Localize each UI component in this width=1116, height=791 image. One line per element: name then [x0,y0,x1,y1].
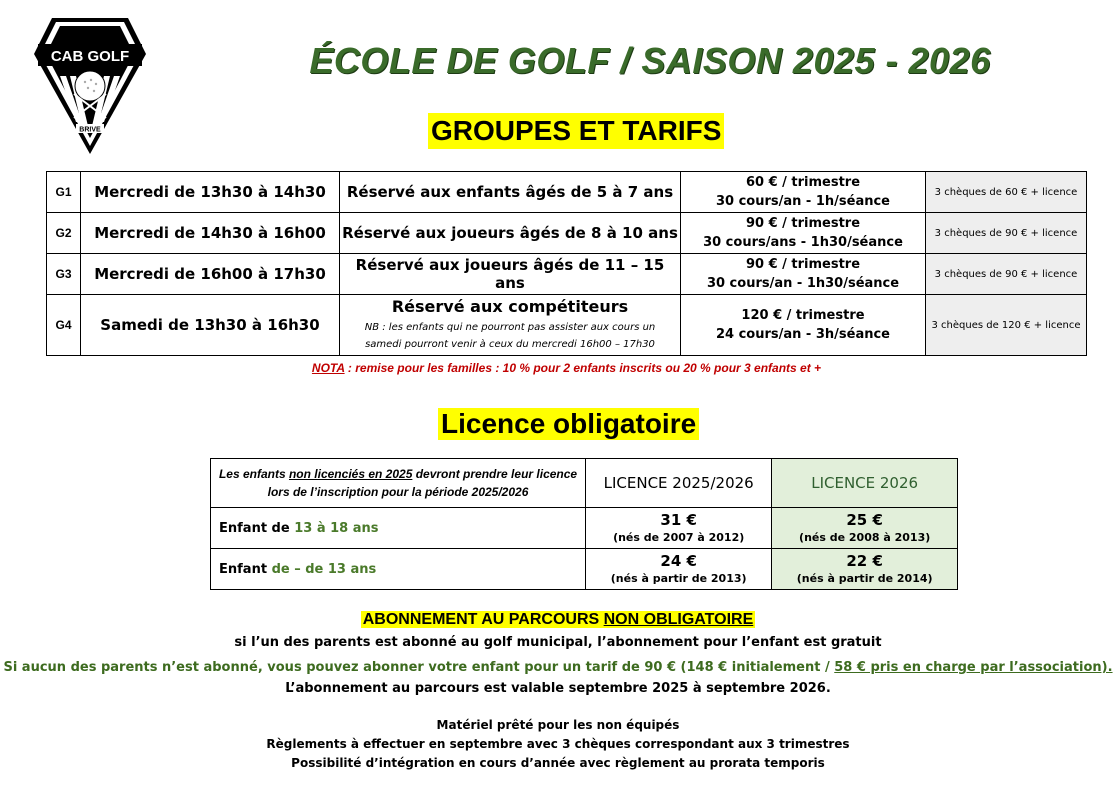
licence-header-2026: LICENCE 2026 [772,459,958,508]
group-schedule: Mercredi de 16h00 à 17h30 [81,254,340,295]
group-schedule: Samedi de 13h30 à 16h30 [81,295,340,356]
info-line: Règlements à effectuer en septembre avec 3 chèques correspondant aux 3 trimestres [266,737,850,751]
licence-age-label: Enfant de 13 à 18 ans [211,508,586,549]
group-code: G4 [47,295,81,356]
nota-label: NOTA [311,361,345,375]
nota-text: : remise pour les familles : 10 % pour 2 enfants inscrits ou 20 % pour 3 enfants et + [344,361,822,375]
logo-title: CAB GOLF [50,48,130,65]
group-sessions: 30 cours/ans - 1h30/séance [703,235,903,250]
group-description: Réservé aux compétiteurs [391,297,629,316]
family-discount-note [46,361,1087,375]
group-sessions: 30 cours/an - 1h/séance [715,194,891,209]
logo-subtitle: BRIVE [79,126,101,134]
group-schedule: Mercredi de 14h30 à 16h00 [81,213,340,254]
group-price: 90 € / trimestre [745,216,861,231]
group-description: Réservé aux joueurs âgés de 11 – 15 ans [340,254,681,295]
abonnement-heading: ABONNEMENT AU PARCOURS NON OBLIGATOIRE [362,611,754,628]
group-price: 90 € / trimestre [745,257,861,272]
licence-intro: Les enfants non licenciés en 2025 devront prendre leur licence lors de l’inscription pour la période 2025/2026 [211,459,586,508]
table-row [47,172,1087,213]
abonnement-validity: L’abonnement au parcours est valable septembre 2025 à septembre 2026. [285,681,831,696]
group-price: 60 € / trimestre [745,175,861,190]
page-title: ÉCOLE DE GOLF / SAISON 2025 - 2026 [309,40,991,81]
group-code: G3 [47,254,81,295]
table-row [47,295,1087,356]
licence-birth-years: (nés de 2007 à 2012) [613,531,745,544]
group-schedule: Mercredi de 13h30 à 14h30 [81,172,340,213]
group-price-cell [681,172,926,213]
licence-header-2025-2026: LICENCE 2025/2026 [586,459,772,508]
abonnement-line: si l’un des parents est abonné au golf municipal, l’abonnement pour l’enfant est gratuit [234,635,882,650]
group-price-cell [681,254,926,295]
group-payment: 3 chèques de 60 € + licence [926,172,1087,213]
abonnement-price-line: Si aucun des parents n’est abonné, vous pouvez abonner votre enfant pour un tarif de 90 € (148 € initialement / 58 € pris en charge par l’association). [3,660,1113,675]
licence-price: 24 € [660,552,697,570]
group-payment: 3 chèques de 90 € + licence [926,213,1087,254]
table-row [47,254,1087,295]
group-code: G1 [47,172,81,213]
licence-birth-years: (nés de 2008 à 2013) [799,531,931,544]
licence-birth-years: (nés à partir de 2014) [796,572,933,585]
table-row [211,508,958,549]
licence-price-cell [586,549,772,590]
club-logo [30,14,150,158]
group-payment: 3 chèques de 90 € + licence [926,254,1087,295]
licence-age-label: Enfant de – de 13 ans [211,549,586,590]
group-code: G2 [47,213,81,254]
group-note-line: samedi pourront venir à ceux du mercredi 16h00 – 17h30 [365,339,655,350]
licence-price: 31 € [660,511,697,529]
licence-table [210,458,958,590]
group-price: 120 € / trimestre [741,308,865,323]
licence-price: 25 € [846,511,883,529]
groups-table [46,171,1087,356]
licence-birth-years: (nés à partir de 2013) [610,572,747,585]
licence-price-cell [772,549,958,590]
group-description: Réservé aux joueurs âgés de 8 à 10 ans [340,213,681,254]
group-description-cell [340,295,681,356]
group-sessions: 24 cours/an - 3h/séance [715,327,891,342]
group-price-cell [681,295,926,356]
group-description: Réservé aux enfants âgés de 5 à 7 ans [340,172,681,213]
table-row [211,549,958,590]
licence-price: 22 € [846,552,883,570]
licence-price-cell [586,508,772,549]
table-row [47,213,1087,254]
groups-heading: GROUPES ET TARIFS [428,113,724,149]
table-row [211,459,958,508]
group-price-cell [681,213,926,254]
group-payment: 3 chèques de 120 € + licence [926,295,1087,356]
licence-heading: Licence obligatoire [438,408,699,440]
info-line: Possibilité d’intégration en cours d’année avec règlement au prorata temporis [291,756,825,770]
group-note [340,319,680,353]
info-line: Matériel prêté pour les non équipés [436,718,680,732]
licence-price-cell [772,508,958,549]
group-note-line: NB : les enfants qui ne pourront pas assister aux cours un [364,322,656,333]
group-sessions: 30 cours/an - 1h30/séance [706,276,900,291]
